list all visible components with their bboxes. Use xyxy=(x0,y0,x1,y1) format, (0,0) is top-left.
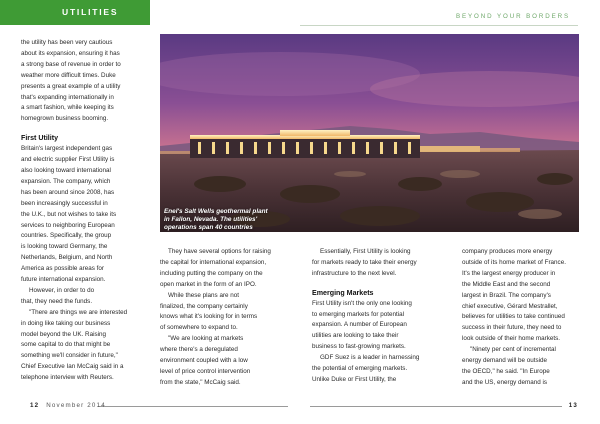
paragraph xyxy=(21,308,143,384)
section-tab xyxy=(0,0,150,25)
footer-rule-left xyxy=(98,406,288,407)
text-line: also looking toward international xyxy=(21,166,111,174)
text-line: the OECD," he said. "In Europe xyxy=(462,367,550,375)
text-line: about its expansion, ensuring it has xyxy=(21,49,120,57)
text-line: "There are things we are interested xyxy=(29,308,128,316)
column-3 xyxy=(312,247,437,386)
text-line: that, they need the funds. xyxy=(21,297,93,305)
paragraph xyxy=(462,247,584,345)
caption-line: operations span 40 countries xyxy=(164,224,253,232)
text-line: utilities are looking to take their xyxy=(312,332,399,340)
text-line: look outside of their home markets. xyxy=(462,335,560,343)
column-2 xyxy=(160,247,282,389)
text-line: the utility has been very cautious xyxy=(21,39,113,46)
text-line: First Utility isn't the only one looking xyxy=(312,299,412,307)
text-line: where there's a deregulated xyxy=(160,346,238,354)
text-line: They have several options for raising xyxy=(168,248,271,255)
subhead-emerging-markets: Emerging Markets xyxy=(312,288,374,297)
text-line: believes for utilities to take continued xyxy=(462,313,565,321)
text-line: the capital for international expansion, xyxy=(160,258,267,266)
text-line: expansion. A number of European xyxy=(312,321,407,329)
text-line: infrastructure to the next level. xyxy=(312,269,397,277)
text-line: knows what it's looking for in terms xyxy=(160,313,258,321)
text-line: and electric supplier First Utility is xyxy=(21,156,115,164)
text-line: However, in order to do xyxy=(29,286,95,294)
paragraph xyxy=(312,299,437,354)
text-line: for markets ready to take their energy xyxy=(312,258,417,266)
text-line: a smart fashion, while keeping its xyxy=(21,104,114,112)
text-line: "Ninety per cent of incremental xyxy=(470,346,556,354)
text-line: business to fast-growing markets. xyxy=(312,343,406,351)
text-line: weather more difficult times. Duke xyxy=(21,71,116,79)
text-line: Essentially, First Utility is looking xyxy=(320,248,411,255)
text-line: finalized, the company certainly xyxy=(160,302,248,310)
text-line: future international expansion. xyxy=(21,276,106,284)
text-line: telephone interview with Reuters. xyxy=(21,374,114,382)
photo-illustration xyxy=(160,34,579,232)
text-line: level of price control intervention xyxy=(160,367,251,375)
text-line: "We are looking at markets xyxy=(168,335,244,343)
text-line: a strong base of revenue in order to xyxy=(21,60,121,68)
text-line: Netherlands, Belgium, and North xyxy=(21,254,113,262)
text-line: largest in Brazil. The company's xyxy=(462,291,551,299)
text-line: is looking toward Germany, the xyxy=(21,243,108,251)
page-number-left: 12 xyxy=(30,402,40,409)
caption-line: in Fallon, Nevada. The utilities' xyxy=(164,216,258,224)
text-line: chief executive, Gérard Mestrallet, xyxy=(462,302,558,310)
subhead-first-utility: First Utility xyxy=(21,134,59,143)
issue-date: November 2014 xyxy=(46,402,106,409)
text-line: the Middle East and the second xyxy=(462,280,551,288)
header-rule xyxy=(300,25,578,26)
photo-caption xyxy=(164,208,324,233)
text-line: model beyond the UK. Raising xyxy=(21,330,107,338)
text-line: been increasingly successful in xyxy=(21,199,108,207)
column-4 xyxy=(462,247,584,389)
text-line: the U.K., but not wishes to take its xyxy=(21,210,117,218)
text-line: outside of its home market of France. xyxy=(462,258,566,266)
text-line: homegrown business booming. xyxy=(21,115,109,123)
text-line: some capital to do that might be xyxy=(21,341,111,349)
text-line: energy demand will be outside xyxy=(462,357,548,365)
text-line: of somewhere to expand to. xyxy=(160,324,238,332)
text-line: company produces more energy xyxy=(462,248,553,255)
text-line: Chief Executive Ian McCaig said in a xyxy=(21,363,124,371)
text-line: presents a great example of a utility xyxy=(21,82,121,90)
text-line: the potential of emerging markets. xyxy=(312,365,408,373)
column-1 xyxy=(21,38,143,384)
caption-line: Enel's Salt Wells geothermal plant xyxy=(164,208,268,215)
footer-rule-right xyxy=(310,406,562,407)
paragraph-intro xyxy=(21,38,143,125)
paragraph xyxy=(462,345,584,389)
text-line: open market in the form of an IPO. xyxy=(160,280,257,288)
text-line: including putting the company on the xyxy=(160,269,263,277)
section-title: UTILITIES xyxy=(62,7,119,17)
text-line: environment coupled with a low xyxy=(160,357,248,365)
paragraph xyxy=(160,334,282,389)
paragraph xyxy=(312,353,437,386)
text-line: services to neighboring European xyxy=(21,221,115,229)
paragraph xyxy=(160,247,282,291)
text-line: countries. Specifically, the group xyxy=(21,232,112,240)
geothermal-plant-photo xyxy=(160,34,579,232)
paragraph xyxy=(312,247,437,280)
text-line: has been around since 2008, has xyxy=(21,188,115,196)
text-line: from the state," McCaig said. xyxy=(160,378,241,386)
text-line: success in their future, they need to xyxy=(462,324,562,332)
running-title: BEYOND YOUR BORDERS xyxy=(455,13,570,20)
paragraph xyxy=(21,286,143,308)
paragraph xyxy=(160,291,282,335)
text-line: GDF Suez is a leader in harnessing xyxy=(320,354,420,362)
text-line: and the US, energy demand is xyxy=(462,378,548,386)
paragraph xyxy=(21,144,143,286)
text-line: While these plans are not xyxy=(168,291,240,299)
text-line: Britain's largest independent gas xyxy=(21,145,113,153)
text-line: in doing like taking our business xyxy=(21,319,111,327)
text-line: something we'll consider in future," xyxy=(21,352,118,360)
footer-left xyxy=(30,402,106,409)
page-number-right: 13 xyxy=(568,402,578,409)
text-line: Unlike Duke or First Utility, the xyxy=(312,375,397,383)
text-line: that's expanding internationally in xyxy=(21,93,114,101)
text-line: to emerging markets for potential xyxy=(312,310,405,318)
text-line: expansion. The company, which xyxy=(21,177,111,185)
text-line: It's the largest energy producer in xyxy=(462,269,556,277)
text-line: America as possible areas for xyxy=(21,265,104,273)
